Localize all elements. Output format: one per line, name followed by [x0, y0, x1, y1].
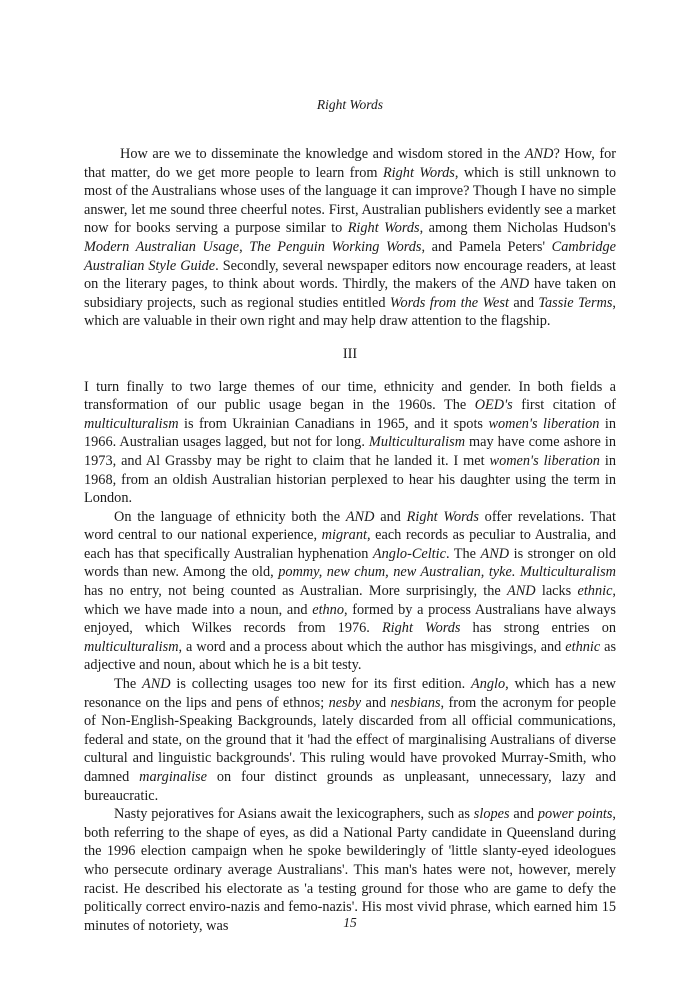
- italic-run: Modern Australian Usage: [84, 238, 240, 255]
- text-run: , from the acronym for people of Non-English-Speaking Backgrounds, lately discarded from all official communications, federal and state, on the ground that it 'had the effect of marginalising Australians of diverse cultural and linguistic backgrounds'. This ruling would have provoked Murray-Smith, who damned: [84, 694, 616, 785]
- italic-run: Anglo: [471, 676, 506, 693]
- text-run: may have come ashore in 1973, and Al Grassby may be right to claim that he landed it. I met: [84, 434, 616, 469]
- italic-run: Right Words: [381, 620, 461, 637]
- italic-run: OED's: [474, 397, 513, 414]
- paragraph: [84, 675, 616, 805]
- text-run: , which is still unknown to most of the Australians whose uses of the language it can improve? Though I have no simple answer, let me sound three cheerful notes. First, Australian publishers evidently see a market now for books serving a purpose similar to: [84, 164, 616, 237]
- text-run: , which are valuable in their own right and may help draw attention to the flagship.: [84, 294, 616, 330]
- text-run: is stronger on old words than new. Among the old,: [84, 545, 616, 581]
- text-run: and: [374, 508, 407, 525]
- text-run: lacks: [535, 583, 578, 600]
- text-run: and: [508, 294, 539, 311]
- italic-run: The Penguin Working Words: [249, 238, 422, 255]
- paragraph: [84, 145, 616, 331]
- text-run: ? How, for that matter, do we get more people to learn from: [84, 146, 617, 181]
- text-run: , which has a new resonance on the lips and pens of ethnos;: [84, 676, 616, 711]
- italic-run: Right Words: [406, 508, 479, 525]
- italic-run: AND: [142, 676, 171, 693]
- italic-run: Multiculturalism: [368, 434, 466, 451]
- italic-run: migrant: [321, 527, 367, 544]
- italic-run: Anglo-Celtic: [372, 545, 446, 562]
- body-text: [84, 145, 616, 935]
- text-run: Nasty pejoratives for Asians await the lexicographers, such as: [114, 806, 474, 823]
- text-run: is collecting usages too new for its first edition.: [170, 676, 471, 693]
- page-number: 15: [343, 915, 357, 930]
- italic-run: Tassie Terms: [538, 294, 613, 311]
- text-run: , both referring to the shape of eyes, as did a National Party candidate in Queensland during the 1996 election campaign when he spoke bewilderingly of 'little slanty-eyed ideologues who persecute ordinary average Australians'. This man's hates were not, however, merely racist. He described his electorate as 'a testing ground for those who are game to defy the politically correct enviro-nazis and femo-nazis'. His most vivid phrase, which earned him 15 minutes of notoriety, was: [84, 806, 616, 934]
- text-run: . Secondly, several newspaper editors now encourage readers, at least on the literary pages, to think about words. Thirdly, the makers of the: [84, 257, 616, 293]
- section-numeral: III: [342, 345, 358, 362]
- italic-run: Words from the West: [389, 294, 509, 311]
- paragraph: [84, 378, 616, 508]
- text-run: , a word and a process about which the author has misgivings, and: [178, 638, 566, 655]
- text-run: on four distinct grounds as unpleasant, unnecessary, lazy and bureaucratic.: [84, 769, 616, 804]
- text-run: is from Ukrainian Canadians in 1965, and it spots: [178, 415, 489, 432]
- italic-run: AND: [524, 146, 554, 162]
- italic-run: multiculturalism: [84, 415, 179, 432]
- italic-run: AND: [480, 545, 510, 562]
- text-run: ,: [239, 238, 250, 255]
- text-run: How are we to disseminate the knowledge and wisdom stored in the: [120, 146, 525, 162]
- italic-run: Cambridge Australian Style Guide: [84, 238, 616, 274]
- italic-run: nesbians: [390, 694, 441, 711]
- text-run: as adjective and noun, about which he is a bit testy.: [84, 638, 617, 674]
- italic-run: ethnic: [577, 583, 613, 600]
- italic-run: women's liberation: [489, 452, 600, 469]
- text-run: The: [114, 676, 143, 693]
- text-run: , each records as peculiar to Australia, and each has that specifically Australian hyphenation: [84, 527, 616, 562]
- italic-run: power points: [537, 806, 613, 823]
- text-run: and: [361, 694, 391, 711]
- text-run: On the language of ethnicity both the: [114, 508, 346, 525]
- text-run: I turn finally to two large themes of our time, ethnicity and gender. In both fields a transformation of our public usage began in the 1960s. The: [84, 378, 616, 414]
- text-run: have taken on subsidiary projects, such as regional studies entitled: [84, 276, 617, 311]
- text-run: has strong entries on: [460, 620, 616, 637]
- text-run: in 1968, from an oldish Australian historian perplexed to hear his daughter using the term in London.: [84, 452, 616, 507]
- text-run: , and Pamela Peters': [421, 238, 552, 255]
- italic-run: Right Words: [382, 164, 455, 181]
- italic-run: multiculturalism: [84, 638, 179, 655]
- italic-run: ethno: [312, 601, 344, 618]
- italic-run: nesby: [328, 694, 362, 711]
- italic-run: women's liberation: [488, 415, 600, 432]
- text-run: , which we have made into a noun, and: [84, 583, 616, 618]
- paragraph: [84, 508, 616, 675]
- text-run: in 1966. Australian usages lagged, but not for long.: [84, 415, 617, 451]
- text-run: , formed by a process Australians have always enjoyed, which Wilkes records from 1976.: [84, 601, 616, 637]
- italic-run: Right Words: [347, 220, 420, 237]
- italic-run: slopes: [473, 806, 510, 823]
- text-run: . The: [445, 545, 481, 562]
- text-run: and: [509, 806, 538, 823]
- text-run: , among them Nicholas Hudson's: [419, 220, 616, 237]
- italic-run: pommy, new chum, new Australian, tyke. Multiculturalism: [278, 564, 616, 581]
- running-head: Right Words: [316, 97, 384, 112]
- text-run: first citation of: [512, 397, 616, 414]
- italic-run: marginalise: [139, 769, 207, 785]
- italic-run: AND: [507, 583, 536, 600]
- italic-run: AND: [500, 276, 530, 293]
- italic-run: AND: [345, 508, 375, 525]
- text-run: has no entry, not being counted as Australian. More surprisingly, the: [84, 583, 507, 600]
- book-page: [84, 0, 616, 1000]
- italic-run: ethnic: [565, 638, 601, 655]
- text-run: offer revelations. That word central to our national experience,: [84, 508, 616, 544]
